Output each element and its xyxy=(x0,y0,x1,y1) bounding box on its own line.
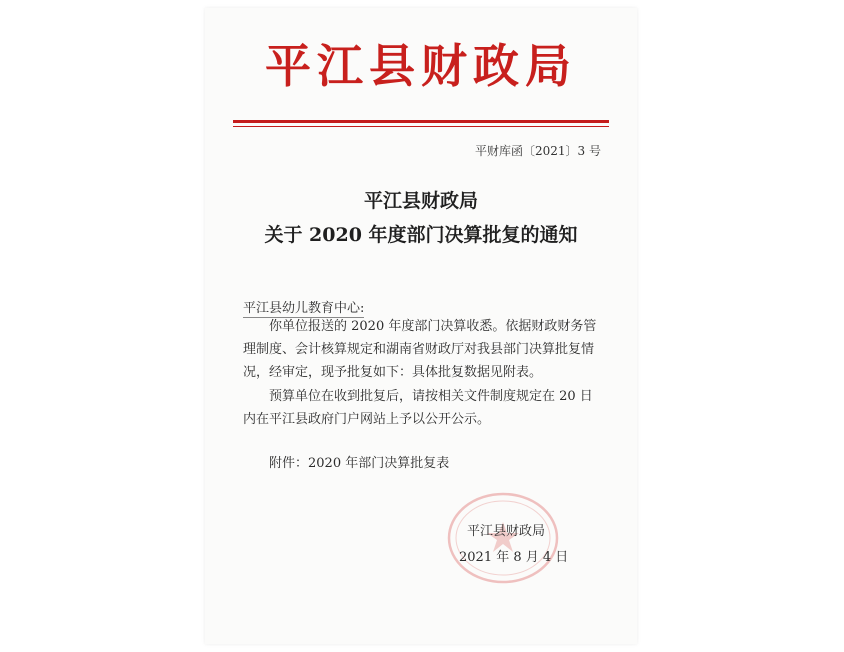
signature-date: 2021 年 8 月 4 日 xyxy=(459,550,569,565)
addressee: 平江县幼儿教育中心: xyxy=(243,297,364,318)
letterhead-divider-thin xyxy=(233,126,609,127)
notice-title-line2: 关于 2020 年度部门决算批复的通知 xyxy=(264,224,578,246)
letterhead-title: 平江县财政局 xyxy=(265,39,577,93)
attachment-note: 附件：2020 年部门决算批复表 xyxy=(269,456,450,471)
signature-organization: 平江县财政局 xyxy=(467,524,546,539)
notice-title-line1: 平江县财政局 xyxy=(363,190,478,212)
document-number: 平财库函〔2021〕3 号 xyxy=(475,144,601,158)
body-paragraph-2: 预算单位在收到批复后，请按相关文件制度规定在 20 日内在平江县政府门户网站上予以公开公示。 xyxy=(243,389,593,427)
document-page xyxy=(205,8,637,644)
letterhead-divider-thick xyxy=(233,120,609,123)
body-paragraph-1: 你单位报送的 2020 年度部门决算收悉。依据财政财务管理制度、会计核算规定和湖南省财政厅对我县部门决算批复情况，经审定，现予批复如下：具体批复数据见附表。 xyxy=(243,319,597,380)
